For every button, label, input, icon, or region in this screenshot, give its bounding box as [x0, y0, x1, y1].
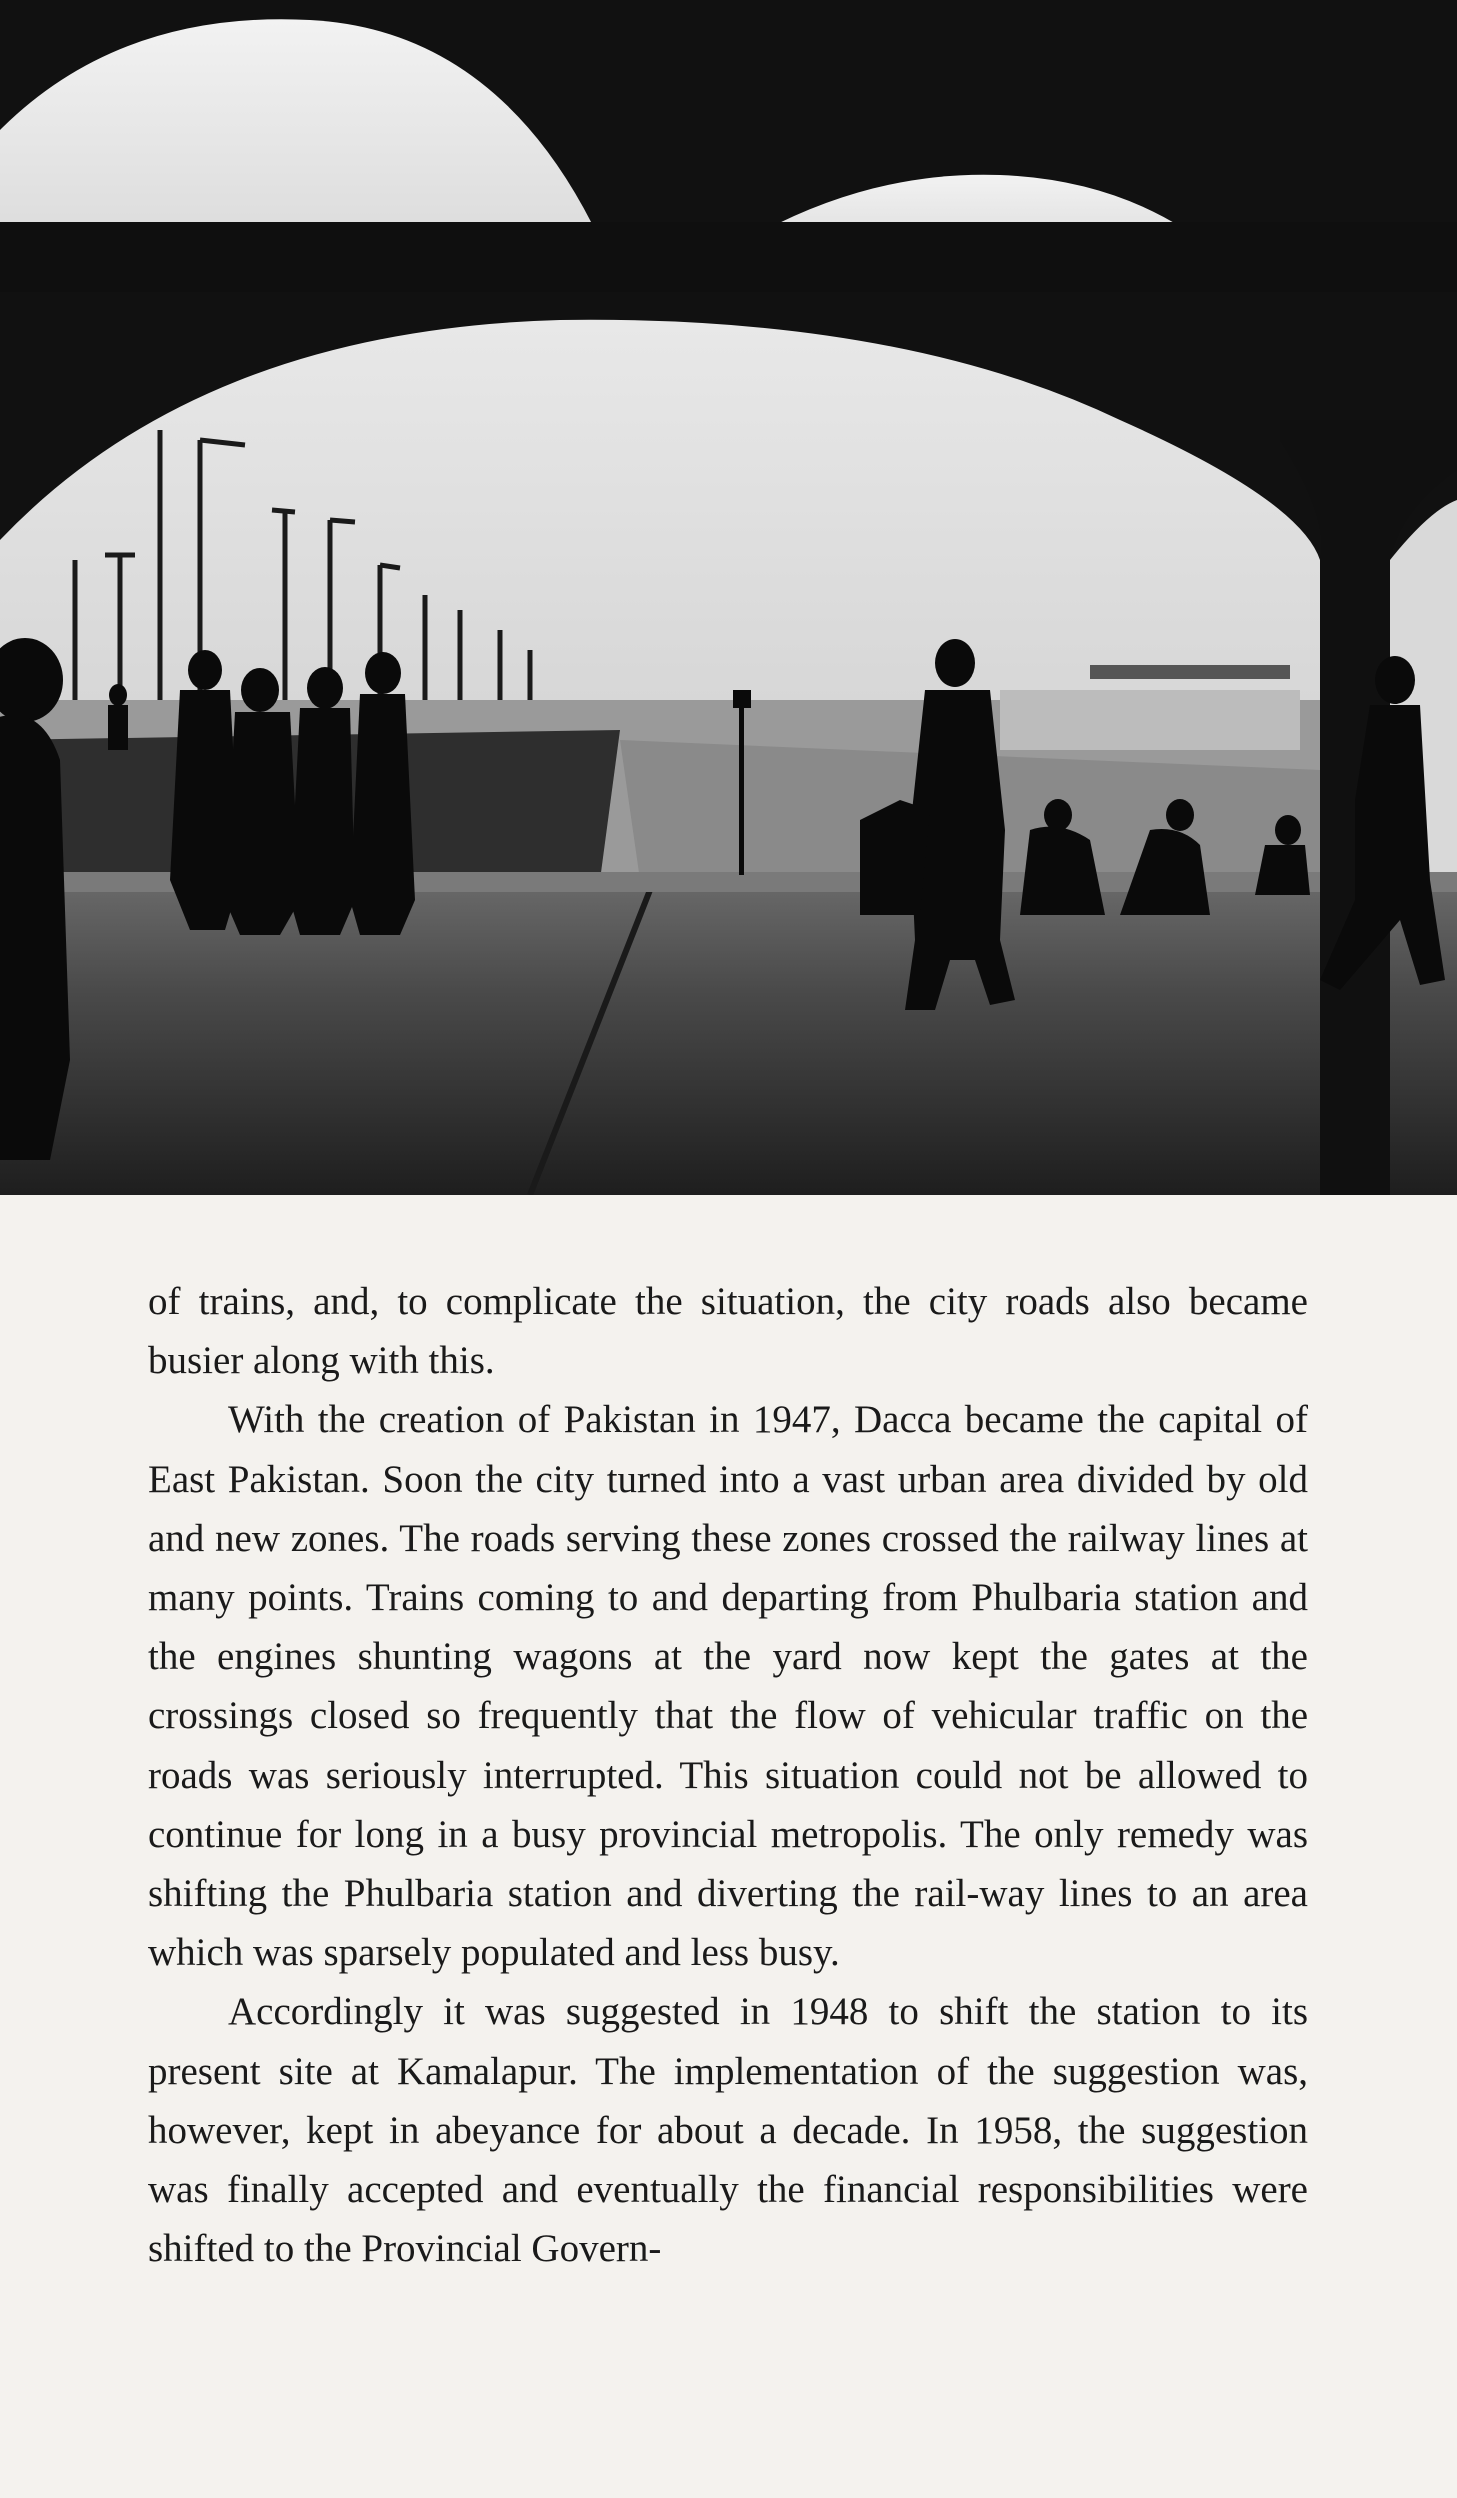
- paragraph-kamalapur-suggestion: Accordingly it was suggested in 1948 to shift the station to its present site at Kamalapur. The implementation of the suggestion was, however, kept in abeyance for about a decade. In 1958, the suggestion was finally accepted and eventually the financial responsibilities were shifted to the Provincial Govern-: [148, 1990, 1308, 2271]
- paragraph-continuation: of trains, and, to complicate the situation, the city roads also became busier along with this.: [148, 1280, 1308, 1383]
- station-photograph-artwork: [0, 0, 1457, 1195]
- article-body: [148, 1272, 1308, 2278]
- paragraph-creation-of-pakistan: With the creation of Pakistan in 1947, Dacca became the capital of East Pakistan. Soon the city turned into a vast urban area divided by old and new zones. The roads serving these zones crossed the railway lines at many points. Trains coming to and departing from Phulbaria station and the engines shunting wagons at the yard now kept the gates at the crossings closed so frequently that the flow of vehicular traffic on the roads was seriously interrupted. This situation could not be allowed to continue for long in a busy provincial metropolis. The only remedy was shifting the Phulbaria station and diverting the rail-way lines to an area which was sparsely populated and less busy.: [148, 1398, 1308, 1975]
- station-photograph: [0, 0, 1457, 1195]
